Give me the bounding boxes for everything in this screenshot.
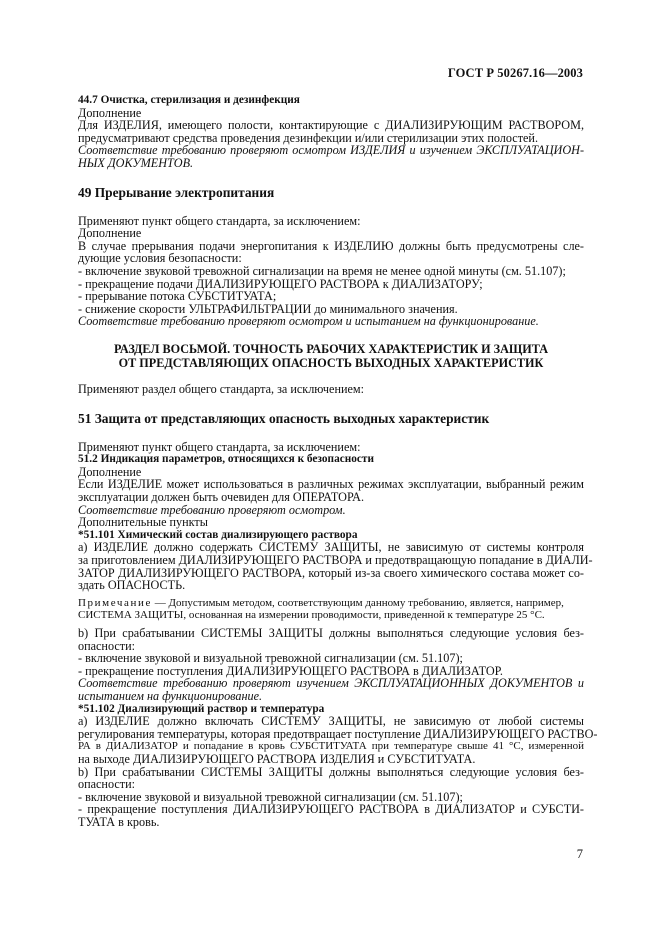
section-44-7-heading: 44.7 Очистка, стерилизация и дезинфекция xyxy=(78,94,300,106)
paragraph-line: Если ИЗДЕЛИЕ может использоваться в различных режимах эксплуатации, выбранный режим xyxy=(78,477,584,492)
paragraph-line: опасности: xyxy=(78,638,135,653)
compliance-check: НЫХ ДОКУМЕНТОВ. xyxy=(78,155,194,170)
paragraph-line: за приготовлением ДИАЛИЗИРУЮЩЕГО РАСТВОРА и предотвращающую попадание в ДИАЛИ- xyxy=(78,553,593,568)
paragraph-line: В случае прерывания подачи энергопитания к ИЗДЕЛИЮ должны быть предусмотрены сле- xyxy=(78,238,584,253)
paragraph-line: Для ИЗДЕЛИЯ, имеющего полости, контактирующие с ДИАЛИЗИРУЮЩИМ РАСТВОРОМ, xyxy=(78,118,584,133)
paragraph-line: дующие условия безопасности: xyxy=(78,251,242,266)
list-item: - включение звуковой тревожной сигнализации на время не менее одной минуты (см. 51.107); xyxy=(78,263,566,278)
list-item: - прерывание потока СУБСТИТУАТА; xyxy=(78,289,277,304)
note-text: СИСТЕМА ЗАЩИТЫ, основанная на измерении проводимости, приведенной к температуре 25 °С. xyxy=(78,609,545,622)
list-item: - прекращение поступления ДИАЛИЗИРУЮЩЕГО РАСТВОРА в ДИАЛИЗАТОР и СУБСТИ- xyxy=(78,802,584,817)
section-eight-title-line: РАЗДЕЛ ВОСЬМОЙ. ТОЧНОСТЬ РАБОЧИХ ХАРАКТЕРИСТИК И ЗАЩИТА xyxy=(113,341,549,356)
page-number: 7 xyxy=(576,847,583,861)
page-content xyxy=(78,94,598,829)
paragraph-line: здать ОПАСНОСТЬ. xyxy=(78,578,186,593)
compliance-check: испытанием на функционирование. xyxy=(78,688,263,703)
list-item: - включение звуковой и визуальной тревожной сигнализации (см. 51.107); xyxy=(78,789,463,804)
paragraph-line: Применяют пункт общего стандарта, за исключением: xyxy=(78,439,361,454)
compliance-check: Соответствие требованию проверяют осмотром. xyxy=(78,502,346,517)
standard-code: ГОСТ Р 50267.16—2003 xyxy=(447,66,583,80)
section-51-heading: 51 Защита от представляющих опасность выходных характеристик xyxy=(78,410,490,426)
paragraph-line: а) ИЗДЕЛИЕ должно содержать СИСТЕМУ ЗАЩИТЫ, не зависимую от системы контроля xyxy=(78,540,584,555)
section-51-2-heading: 51.2 Индикация параметров, относящихся к безопасности xyxy=(78,453,374,466)
note xyxy=(78,597,584,610)
paragraph-line: Применяют пункт общего стандарта, за исключением: xyxy=(78,213,361,228)
section-51-101-heading: *51.101 Химический состав диализирующего раствора xyxy=(78,528,358,541)
paragraph-line: предусматривают средства проведения дезинфекции и/или стерилизации этих полостей. xyxy=(78,130,538,145)
list-item: - прекращение поступления ДИАЛИЗИРУЮЩЕГО РАСТВОРА в ДИАЛИЗАТОР. xyxy=(78,663,503,678)
paragraph-line: b) При срабатывании СИСТЕМЫ ЗАЩИТЫ должны выполняться следующие условия без- xyxy=(78,764,584,779)
paragraph-line: b) При срабатывании СИСТЕМЫ ЗАЩИТЫ должны выполняться следующие условия без- xyxy=(78,626,584,640)
paragraph-line: на выходе ДИАЛИЗИРУЮЩЕГО РАСТВОРА ИЗДЕЛИЯ и СУБСТИТУАТА. xyxy=(78,751,476,766)
paragraph-line: эксплуатации должен быть очевиден для ОПЕРАТОРА. xyxy=(78,490,365,505)
compliance-check: Соответствие требованию проверяют изучением ЭКСПЛУАТАЦИОННЫХ ДОКУМЕНТОВ и xyxy=(78,676,584,691)
paragraph-line: а) ИЗДЕЛИЕ должно включать СИСТЕМУ ЗАЩИТЫ, не зависимую от любой системы xyxy=(78,714,584,729)
section-eight-title-line: ОТ ПРЕДСТАВЛЯЮЩИХ ОПАСНОСТЬ ВЫХОДНЫХ ХАРАКТЕРИСТИК xyxy=(118,355,544,370)
supplement-label: Дополнение xyxy=(78,226,142,241)
list-item: ТУАТА в кровь. xyxy=(78,814,160,829)
list-item: - прекращение подачи ДИАЛИЗИРУЮЩЕГО РАСТВОРА к ДИАЛИЗАТОРУ; xyxy=(78,276,483,291)
section-eight-title xyxy=(78,343,584,370)
paragraph-line: ЗАТОР ДИАЛИЗИРУЮЩЕГО РАСТВОРА, который из-за своего химического состава может со- xyxy=(78,565,584,580)
section-51-102-heading: *51.102 Диализирующий раствор и температура xyxy=(78,702,325,715)
note-label: Примечание xyxy=(78,596,152,609)
compliance-check: Соответствие требованию проверяют осмотром ИЗДЕЛИЯ и изучением ЭКСПЛУАТАЦИОН- xyxy=(78,143,584,158)
list-item: - снижение скорости УЛЬТРАФИЛЬТРАЦИИ до минимального значения. xyxy=(78,301,458,316)
list-item: - включение звуковой и визуальной тревожной сигнализации (см. 51.107); xyxy=(78,651,463,666)
paragraph-line: Применяют раздел общего стандарта, за исключением: xyxy=(78,382,365,397)
paragraph-line: опасности: xyxy=(78,777,135,792)
additional-label: Дополнительные пункты xyxy=(78,515,208,530)
supplement-label: Дополнение xyxy=(78,464,142,479)
supplement-label: Дополнение xyxy=(78,105,142,120)
paragraph-line: РА в ДИАЛИЗАТОР и попадание в кровь СУБСТИТУАТА при температуре свыше 41 °С, измеренной xyxy=(78,740,584,753)
section-49-heading: 49 Прерывание электропитания xyxy=(78,184,275,200)
note-text: — Допустимым методом, соответствующим данному требованию, является, например, xyxy=(151,596,564,609)
paragraph-line: регулирования температуры, которая предотвращает поступление ДИАЛИЗИРУЮЩЕГО РАСТВО- xyxy=(78,726,598,741)
compliance-check: Соответствие требованию проверяют осмотром и испытанием на функционирование. xyxy=(78,314,539,329)
